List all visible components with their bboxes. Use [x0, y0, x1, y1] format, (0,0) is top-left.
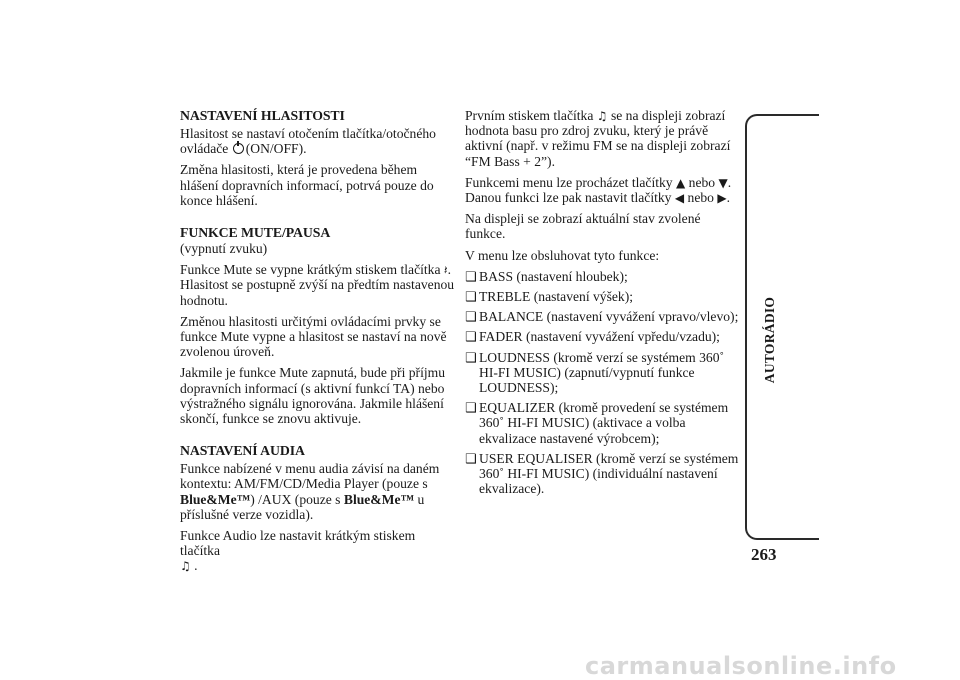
paragraph: Změna hlasitosti, která je provedena během hlášení dopravních informací, potrvá pouze do konce hlášení. — [180, 162, 434, 208]
list-item — [465, 309, 740, 324]
function-list — [465, 269, 740, 497]
paragraph — [180, 262, 455, 308]
right-column — [465, 108, 740, 501]
list-item — [465, 329, 740, 344]
list-item-text: USER EQUALISER (kromě verzí se systémem 360˚ HI-FI MUSIC) (individuální nastavení ekvalizace). — [479, 450, 739, 497]
power-knob-icon — [233, 143, 244, 154]
brand-text: Blue&Me™ — [343, 491, 415, 507]
section-title: AUTORÁDIO — [762, 296, 777, 384]
left-column — [180, 108, 455, 580]
paragraph: Změnou hlasitosti určitými ovládacími prvky se funkce Mute vypne a hlasitost se nastaví na nově zvolenou úroveň. — [180, 313, 447, 360]
list-item-text: EQUALIZER (kromě provedení se systémem 360˚ HI-FI MUSIC) (aktivace a volba ekvalizace nastavené výrobcem); — [479, 400, 729, 446]
subheading: (vypnutí zvuku) — [180, 241, 268, 257]
text: (ON/OFF). — [245, 141, 307, 157]
paragraph — [180, 126, 455, 156]
text: . — [726, 190, 731, 206]
text: . — [194, 558, 198, 574]
text: Funkce Audio lze nastavit krátkým stiskem tlačítka — [180, 528, 416, 559]
list-item — [465, 400, 740, 446]
list-item — [465, 350, 740, 396]
list-item-text: BASS (nastavení hloubek); — [479, 268, 628, 284]
paragraph — [465, 108, 740, 169]
heading-audio: NASTAVENÍ AUDIA — [180, 443, 305, 459]
text: nebo — [688, 174, 716, 190]
section-tab-label — [762, 296, 778, 384]
list-item-text: BALANCE (nastavení vyvážení vpravo/vlevo); — [479, 309, 739, 325]
text: Funkcemi menu lze procházet tlačítky — [465, 174, 673, 190]
heading-mute: FUNKCE MUTE/PAUSA — [180, 225, 331, 241]
list-item — [465, 289, 740, 304]
text: nebo — [687, 190, 714, 206]
page-number: 263 — [751, 545, 777, 564]
list-item-text: LOUDNESS (kromě verzí se systémem 360˚ HI-FI MUSIC) (zapnutí/vypnutí funkce LOUDNESS); — [479, 349, 725, 396]
text: . Hlasitost se postupně zvýší na předtím nastavenou hodnotu. — [180, 262, 455, 308]
paragraph — [180, 461, 455, 522]
triangle-right-icon: ▶ — [717, 191, 727, 206]
list-item — [465, 451, 740, 497]
heading-volume: NASTAVENÍ HLASITOSTI — [180, 108, 345, 123]
checkbox-icon: ❑ — [465, 290, 477, 306]
text: . Danou funkci lze pak nastavit tlačítky — [465, 174, 732, 206]
text: Hlasitost se nastaví otočením tlačítka/otočného ovládače — [180, 126, 436, 157]
brand-text: Blue&Me™ — [180, 491, 251, 507]
checkbox-icon: ❑ — [465, 269, 477, 285]
text: se na displeji zobrazí hodnota basu pro zdroj zvuku, který je právě aktivní (např. v režimu FM se na displeji zobrazí “FM Bass + 2”). — [465, 108, 731, 169]
triangle-up-icon: ▲ — [676, 175, 686, 190]
list-item — [465, 269, 740, 284]
paragraph — [180, 528, 455, 574]
text: u příslušné verze vozidla). — [180, 491, 425, 522]
music-note-icon: ♫ — [180, 559, 191, 574]
triangle-down-icon: ▼ — [718, 175, 728, 190]
list-item-text: TREBLE (nastavení výšek); — [479, 289, 634, 305]
paragraph: Jakmile je funkce Mute zapnutá, bude při příjmu dopravních informací (s aktivní funkcí TA) nebo výstražného signálu ignorována. Jakmile hlášení skončí, funkce se znovu aktivuje. — [180, 365, 445, 427]
checkbox-icon: ❑ — [465, 350, 477, 366]
section-tab-border — [745, 114, 819, 540]
text: ) /AUX (pouze s — [250, 491, 341, 507]
checkbox-icon: ❑ — [465, 401, 477, 417]
paragraph — [465, 175, 740, 205]
paragraph: V menu lze obsluhovat tyto funkce: — [465, 247, 660, 263]
text: Funkce nabízené v menu audia závisí na daném kontextu: AM/FM/CD/Media Player (pouze s — [180, 461, 440, 492]
checkbox-icon: ❑ — [465, 310, 477, 326]
watermark: carmanualsonline.info — [585, 652, 897, 680]
triangle-left-icon: ◀ — [674, 191, 685, 206]
mute-icon: 𝄽 — [443, 263, 448, 278]
text: Prvním stiskem tlačítka — [465, 108, 594, 123]
paragraph: Na displeji se zobrazí aktuální stav zvolené funkce. — [465, 211, 701, 242]
list-item-text: FADER (nastavení vyvážení vpředu/vzadu); — [479, 329, 720, 345]
checkbox-icon: ❑ — [465, 451, 477, 467]
checkbox-icon: ❑ — [465, 330, 477, 346]
text: Funkce Mute se vypne krátkým stiskem tlačítka — [180, 262, 441, 278]
music-note-icon: ♫ — [596, 109, 608, 123]
